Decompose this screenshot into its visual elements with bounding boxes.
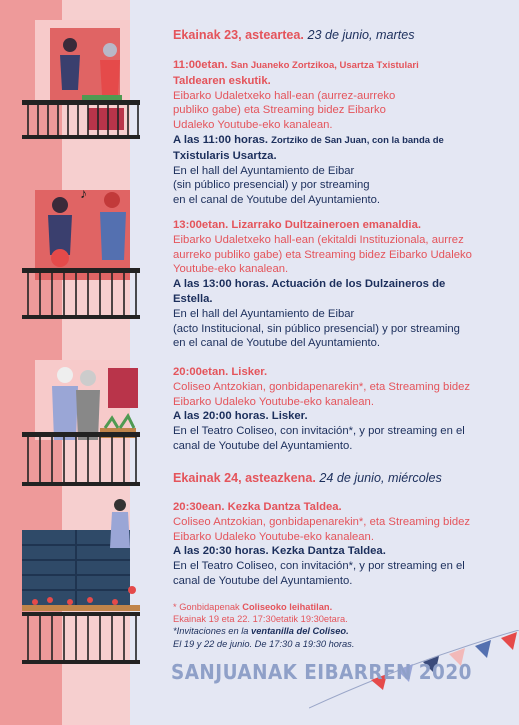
event-1-es-line-1: En el hall del Ayuntamiento de Eibar (173, 164, 355, 177)
event-4-es-title: A las 20:30 horas. Kezka Dantza Taldea. (173, 545, 386, 558)
day-header-1 (173, 28, 415, 42)
event-1-eu-line-2: publiko gabe) eta Streaming bidez Eibarko (173, 104, 386, 117)
event-3-es-line-2: canal de Youtube del Ayuntamiento. (173, 439, 353, 452)
event-1-es-time: A las 11:00 horas. (173, 133, 269, 146)
note-eu-1b: Coliseoko leihatilan. (242, 602, 333, 612)
note-es-2: El 19 y 22 de junio. De 17:30 a 19:30 horas. (173, 638, 355, 649)
event-1-eu-title-2: Taldearen eskutik. (173, 74, 271, 87)
event-1-eu-line-3: Udaleko Youtube-eko kanalean. (173, 119, 333, 132)
balcony-illustration (0, 0, 175, 725)
event-2-eu-line-2: aurreko publiko gabe) eta Streaming bidez Eibarko Udaleko (173, 248, 472, 261)
event-1 (173, 58, 513, 208)
day-header-1-eu: Ekainak 23, asteartea. (173, 28, 304, 42)
day-header-2-eu: Ekainak 24, asteazkena. (173, 471, 316, 485)
event-2-es-title: A las 13:00 horas. Actuación de los Dulzaineros de (173, 278, 446, 291)
footer-title: SANJUANAK EIBARREN 2020 (171, 660, 472, 684)
event-4-eu-line-2: Eibarko Udaleko Youtube-eko kanalean. (173, 530, 374, 543)
event-1-eu-time: 11:00etan. (173, 59, 228, 71)
event-3-eu-line-2: Eibarko Udaleko Youtube-eko kanalean. (173, 395, 374, 408)
note-es-1a: *Invitaciones en la (173, 626, 252, 637)
event-1-es-title: Zortziko de San Juan, con la banda de (271, 134, 444, 146)
event-1-eu-title: San Juaneko Zortzikoa, Usartza Txistulari (230, 60, 419, 71)
event-1-eu-line-1: Eibarko Udaletxeko hall-ean (aurrez-aurreko (173, 89, 396, 102)
event-1-es-line-2: (sin público presencial) y por streaming (173, 179, 370, 192)
event-2-eu-line-3: Youtube-eko kanalean. (173, 263, 289, 276)
event-3-es-line-1: En el Teatro Coliseo, con invitación*, y por streaming en el (173, 425, 465, 438)
svg-text:♪: ♪ (80, 185, 87, 201)
event-4-eu-title: 20:30ean. Kezka Dantza Taldea. (173, 501, 342, 513)
event-3-eu-title: 20:00etan. Lisker. (173, 366, 268, 378)
event-2 (173, 218, 513, 351)
event-3 (173, 365, 513, 454)
day-header-2 (173, 471, 442, 485)
day-header-1-es: 23 de junio, martes (307, 28, 415, 42)
event-4-es-line-2: canal de Youtube del Ayuntamiento. (173, 574, 353, 587)
event-4-es-line-1: En el Teatro Coliseo, con invitación*, y por streaming en el (173, 560, 465, 573)
note-es-1b: ventanilla del Coliseo. (251, 626, 349, 637)
event-3-es-title: A las 20:00 horas. Lisker. (173, 410, 308, 423)
event-2-eu-title: 13:00etan. Lizarrako Dultzaineroen emanaldia. (173, 219, 421, 231)
event-2-eu-line-1: Eibarko Udaletxeko hall-ean (ekitaldi Instituzionala, aurrez (173, 233, 464, 246)
event-3-eu-line-1: Coliseo Antzokian, gonbidapenarekin*, eta Streaming bidez (173, 380, 471, 393)
event-4-eu-line-1: Coliseo Antzokian, gonbidapenarekin*, eta Streaming bidez (173, 515, 471, 528)
event-4 (173, 500, 513, 589)
note-eu-2: Ekainak 19 eta 22. 17:30etatik 19:30etara. (173, 614, 348, 625)
event-2-es-line-2: (acto Institucional, sin público presencial) y por streaming (173, 322, 460, 335)
event-1-es-line-3: en el canal de Youtube del Ayuntamiento. (173, 194, 381, 207)
event-2-es-line-1: En el hall del Ayuntamiento de Eibar (173, 307, 355, 320)
event-1-es-title-2: Txistularis Usartza. (173, 149, 277, 162)
note-eu-1a: * Gonbidapenak (173, 602, 243, 612)
event-2-es-line-3: en el canal de Youtube del Ayuntamiento. (173, 337, 381, 350)
event-2-es-title-2: Estella. (173, 292, 213, 305)
day-header-2-es: 24 de junio, miércoles (319, 471, 442, 485)
